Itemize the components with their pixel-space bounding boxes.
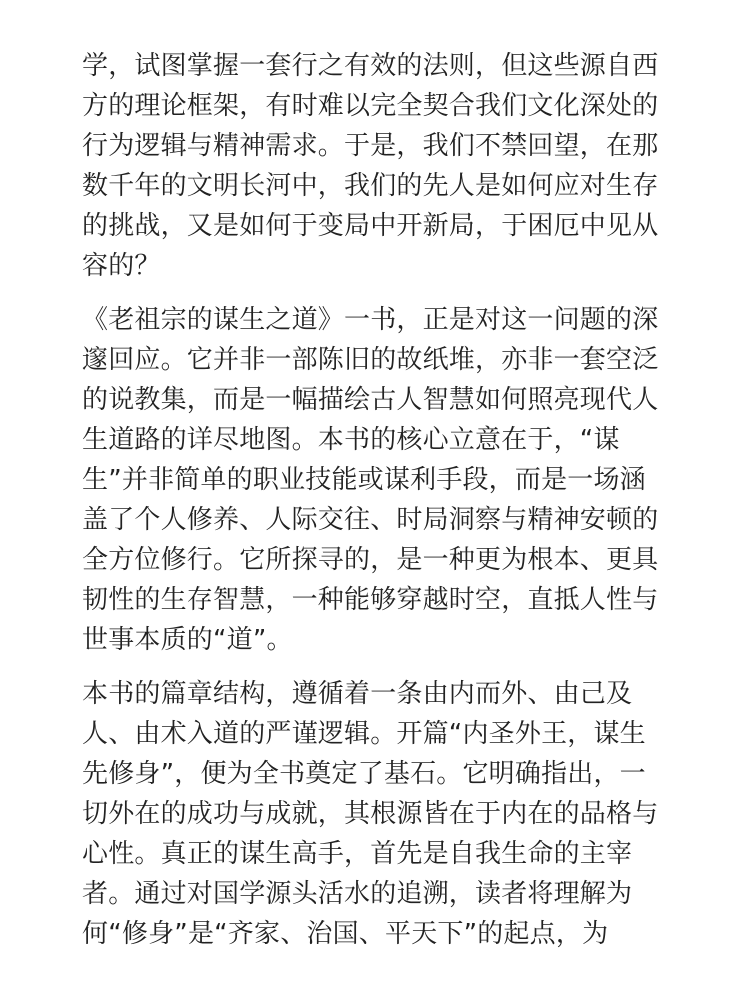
- text-line: 方的理论框架，有时难以完全契合我们文化深处的: [82, 91, 659, 121]
- text-line: 行为逻辑与精神需求。于是，我们不禁回望，在那: [82, 131, 659, 161]
- text-line: 数千年的文明长河中，我们的先人是如何应对生存: [82, 171, 659, 201]
- text-line: 容的？: [82, 251, 161, 281]
- text-line: 切外在的成功与成就，其根源皆在于内在的品格与: [82, 799, 659, 829]
- paragraph-1: [82, 46, 682, 286]
- text-line: 本书的篇章结构，遵循着一条由内而外、由己及: [82, 679, 633, 709]
- article-body: [82, 46, 682, 954]
- text-line: 邃回应。它并非一部陈旧的故纸堆，亦非一套空泛: [82, 345, 659, 375]
- text-line: 韧性的生存智慧，一种能够穿越时空，直抵人性与: [82, 585, 659, 615]
- text-line: 人、由术入道的严谨逻辑。开篇“内圣外王，谋生: [82, 719, 646, 749]
- text-line: 全方位修行。它所探寻的，是一种更为根本、更具: [82, 545, 659, 575]
- paragraph-3: [82, 674, 682, 954]
- text-line: 盖了个人修养、人际交往、时局洞察与精神安顿的: [82, 505, 659, 535]
- text-line: 者。通过对国学源头活水的追溯，读者将理解为: [82, 879, 633, 909]
- text-line: 心性。真正的谋生高手，首先是自我生命的主宰: [82, 839, 633, 869]
- text-line: 学，试图掌握一套行之有效的法则，但这些源自西: [82, 51, 659, 81]
- paragraph-2: [82, 300, 682, 660]
- text-line: 生道路的详尽地图。本书的核心立意在于，“谋: [82, 425, 620, 455]
- text-line: 的挑战，又是如何于变局中开新局，于困厄中见从: [82, 211, 659, 241]
- text-line: 生”并非简单的职业技能或谋利手段，而是一场涵: [82, 465, 646, 495]
- text-line: 世事本质的“道”。: [82, 625, 293, 655]
- text-line: 《老祖宗的谋生之道》一书，正是对这一问题的深: [82, 305, 659, 335]
- text-line: 先修身”，便为全书奠定了基石。它明确指出，一: [82, 759, 646, 789]
- text-line: 何“修身”是“齐家、治国、平天下”的起点，为: [82, 919, 609, 949]
- text-line: 的说教集，而是一幅描绘古人智慧如何照亮现代人: [82, 385, 659, 415]
